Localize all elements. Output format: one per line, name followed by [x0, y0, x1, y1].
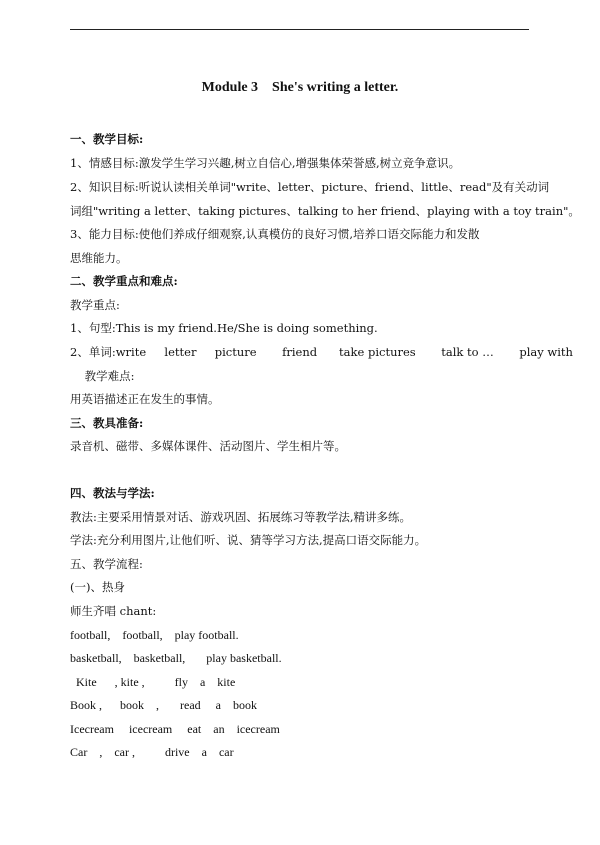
key-point-words: 2、单词:write letter picture friend take pictures talk to … play with [70, 345, 573, 359]
chant-line-book: Book , book , read a book [70, 698, 257, 712]
key-points-label: 教学重点: [70, 298, 120, 312]
header-rule [70, 29, 529, 30]
chant-line-football: football, football, play football. [70, 628, 239, 642]
chant-line-kite: Kite , kite , fly a kite [70, 675, 236, 689]
heading-teaching-aids: 三、教具准备: [70, 416, 144, 430]
chant-label: 师生齐唱 chant: [70, 604, 157, 618]
objective-knowledge-cont: 词组"writing a letter、taking pictures、talking to her friend、playing with a toy train"。 [70, 204, 580, 218]
learning-method: 学法:充分利用图片,让他们听、说、猜等学习方法,提高口语交际能力。 [70, 533, 427, 547]
chant-line-basketball: basketball, basketball, play basketball. [70, 651, 282, 665]
heading-key-points: 二、教学重点和难点: [70, 274, 178, 288]
heading-methods: 四、教法与学法: [70, 486, 155, 500]
chant-line-icecream: Icecream icecream eat an icecream [70, 722, 280, 736]
key-point-sentence: 1、句型:This is my friend.He/She is doing something. [70, 321, 378, 335]
page-title: Module 3 She's writing a letter. [201, 80, 399, 95]
warm-up-label: (一)、热身 [70, 580, 125, 594]
objective-knowledge: 2、知识目标:听说认读相关单词"write、letter、picture、friend、little、read"及有关动词 [70, 180, 550, 194]
difficult-point-text: 用英语描述正在发生的事情。 [70, 392, 220, 406]
difficult-points-label: 教学难点: [70, 369, 135, 383]
objective-ability-cont: 思维能力。 [70, 251, 128, 265]
chant-line-car: Car , car , drive a car [70, 745, 234, 759]
teaching-aids-list: 录音机、磁带、多媒体课件、活动图片、学生相片等。 [70, 439, 346, 453]
objective-emotion: 1、情感目标:激发学生学习兴趣,树立自信心,增强集体荣誉感,树立竞争意识。 [70, 156, 461, 170]
heading-teaching-process: 五、教学流程: [70, 557, 143, 571]
heading-teaching-objectives: 一、教学目标: [70, 132, 144, 146]
objective-ability: 3、能力目标:使他们养成仔细观察,认真模仿的良好习惯,培养口语交际能力和发散 [70, 227, 480, 241]
teaching-method: 教法:主要采用情景对话、游戏巩固、拓展练习等教学法,精讲多练。 [70, 510, 412, 524]
